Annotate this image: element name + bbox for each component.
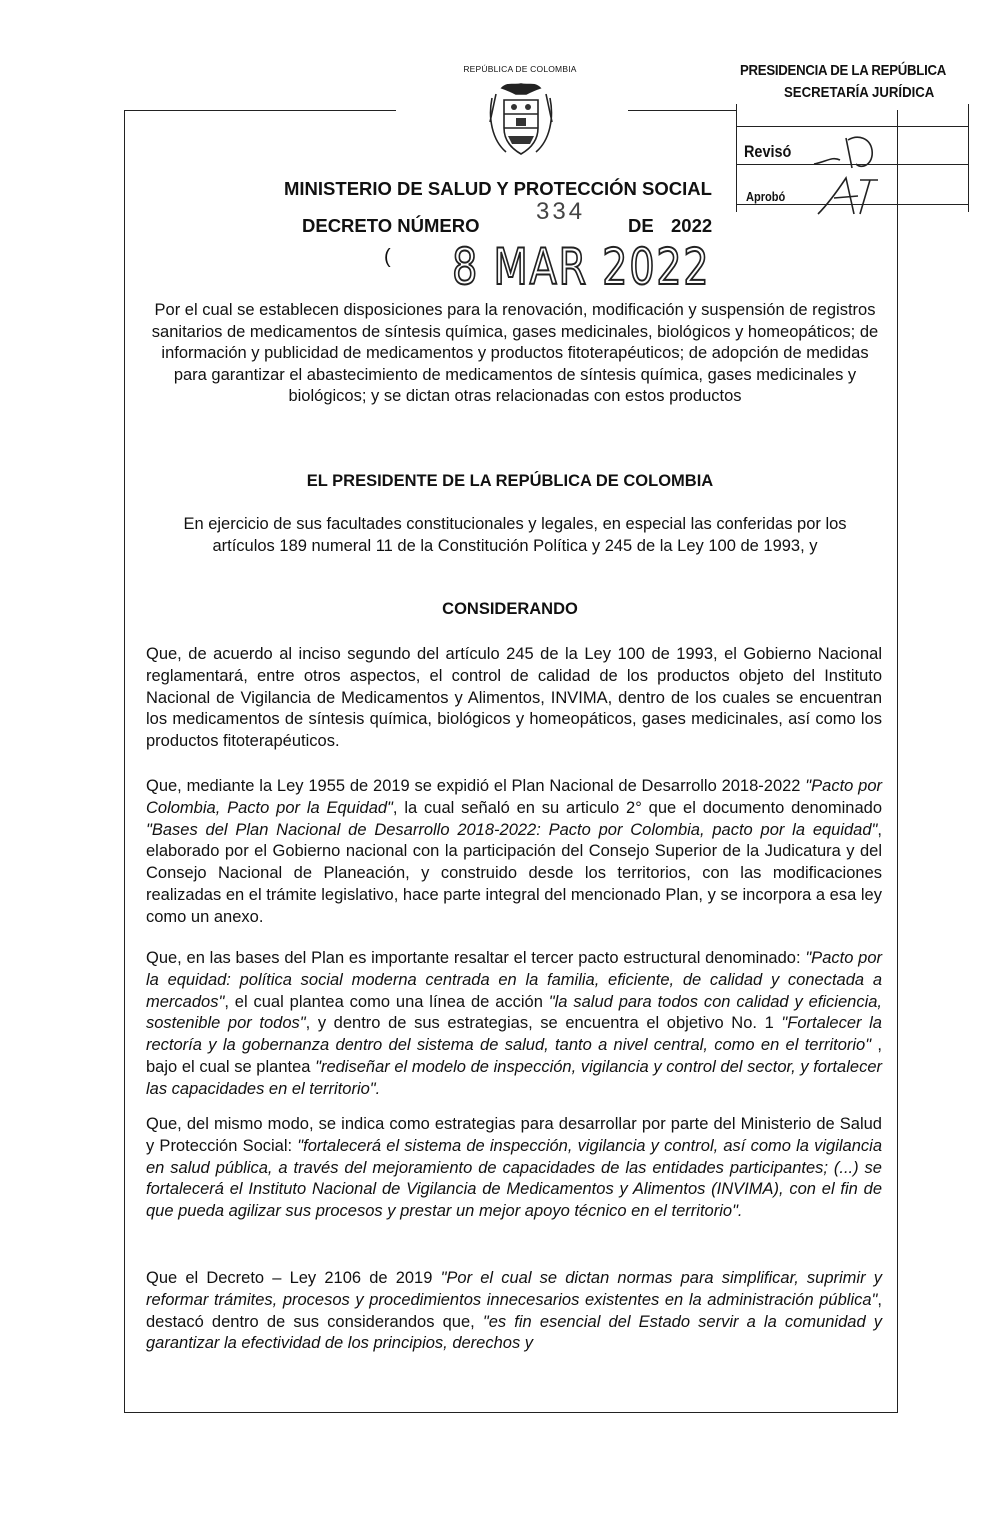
considerando-paragraph-5: Que el Decreto – Ley 2106 de 2019 "Por el cual se dictan normas para simplificar, suprimir y reformar trámites, procesos y procedimientos innecesarios existentes en la administración pública", destacó dentro de sus considerandos que, "es fin esencial del Estado servir a la comunidad y garantizar la efectividad de los principios, derechos y	[146, 1269, 882, 1353]
fecha-stamp: 8 MAR 2022	[452, 238, 711, 296]
decree-subject: Por el cual se establecen disposiciones para la renovación, modificación y suspensión de registros sanitarios de medicamentos de síntesis química, gases medicinales, biológicos y homeopáticos; de información y publicidad de medicamentos y productos fitoterapéuticos; de adopción de medidas para garantizar el abastecimiento de medicamentos de síntesis química, gases medicinales y biológicos; y se dictan otras relacionadas con estos productos	[151, 301, 879, 405]
decreto-de-label: DE	[628, 215, 654, 236]
stamp-divider	[968, 104, 969, 212]
considerando-paragraph-4: Que, del mismo modo, se indica como estrategias para desarrollar por parte del Ministerio de Salud y Protección Social: "fortalecerá el sistema de inspección, vigilancia y control, así como la vigilancia en salud pública, a través del mejoramiento de capacidades de las entidades participantes; (...) se fortalecerá el Instituto Nacional de Vigilancia de Medicamentos y Alimentos (INVIMA), con el fin de que pueda agilizar sus procesos y prestar un mejor apoyo técnico en el territorio".	[146, 1115, 882, 1221]
presidente-heading: EL PRESIDENTE DE LA REPÚBLICA DE COLOMBIA	[306, 472, 714, 490]
considerando-heading: CONSIDERANDO	[442, 600, 578, 618]
approval-stamp	[732, 62, 982, 232]
header-rule-left	[124, 110, 396, 111]
stamp-divider	[736, 126, 968, 127]
header-rule-right	[628, 110, 736, 111]
decreto-label: DECRETO NÚMERO	[302, 215, 480, 236]
considerando-paragraph-2: Que, mediante la Ley 1955 de 2019 se expidió el Plan Nacional de Desarrollo 2018-2022 "Pacto por Colombia, Pacto por la Equidad", la cual señaló en su articulo 2° que el documento denominado "Bases del Plan Nacional de Desarrollo 2018-2022: Pacto por Colombia, pacto por la equidad", elaborado por el Gobierno nacional con la participación del Consejo Superior de la Judicatura y del Consejo Nacional de Planeación, y construido desde los territorios, con las modificaciones realizadas en el trámite legislativo, hace parte integral del mencionado Plan, y se incorpora a esa ley como un anexo.	[146, 777, 883, 926]
stamp-aprobo-label: Aprobó	[746, 189, 786, 204]
reviso-signature-icon	[812, 134, 892, 174]
fecha-paren: (	[384, 246, 391, 268]
considerando-paragraph-3: Que, en las bases del Plan es importante resaltar el tercer pacto estructural denominado: "Pacto por la equidad: política social moderna centrada en la familia, eficiente, de calidad y conectada a mercados", el cual plantea como una línea de acción "la salud para todos con calidad y eficiencia, sostenible por todos", y dentro de sus estrategias, se encuentra el objetivo No. 1 "Fortalecer la rectoría y la gobernanza dentro del sistema de salud, tanto a nivel central, como en el territorio" , bajo el cual se plantea "rediseñar el modelo de inspección, vigilancia y control del sector, y fortalecer las capacidades en el territorio".	[146, 949, 882, 1098]
aprobo-signature-icon	[814, 174, 884, 218]
stamp-reviso-label: Revisó	[744, 142, 792, 161]
decreto-year: 2022	[671, 215, 713, 236]
stamp-line-1: PRESIDENCIA DE LA REPÚBLICA	[740, 62, 947, 79]
republica-label: REPÚBLICA DE COLOMBIA	[463, 64, 577, 74]
stamp-line-2: SECRETARÍA JURÍDICA	[784, 84, 935, 101]
facultades-paragraph: En ejercicio de sus facultades constitucionales y legales, en especial las conferidas por los artículos 189 numeral 11 de la Constitución Política y 245 de la Ley 100 de 1993, y	[183, 515, 847, 555]
ministerio-title: MINISTERIO DE SALUD Y PROTECCIÓN SOCIAL	[284, 178, 712, 199]
coat-of-arms-icon	[478, 78, 564, 162]
decreto-number: 334	[536, 198, 586, 225]
considerando-paragraph-1: Que, de acuerdo al inciso segundo del artículo 245 de la Ley 100 de 1993, el Gobierno Nacional reglamentará, entre otros aspectos, el control de calidad de los productos objeto del Instituto Nacional de Vigilancia de Medicamentos y Alimentos, INVIMA, dentro de los cuales se encuentran los medicamentos de síntesis química, biológicos y homeopáticos, gases medicinales, así como los productos fitoterapéuticos.	[146, 645, 882, 751]
